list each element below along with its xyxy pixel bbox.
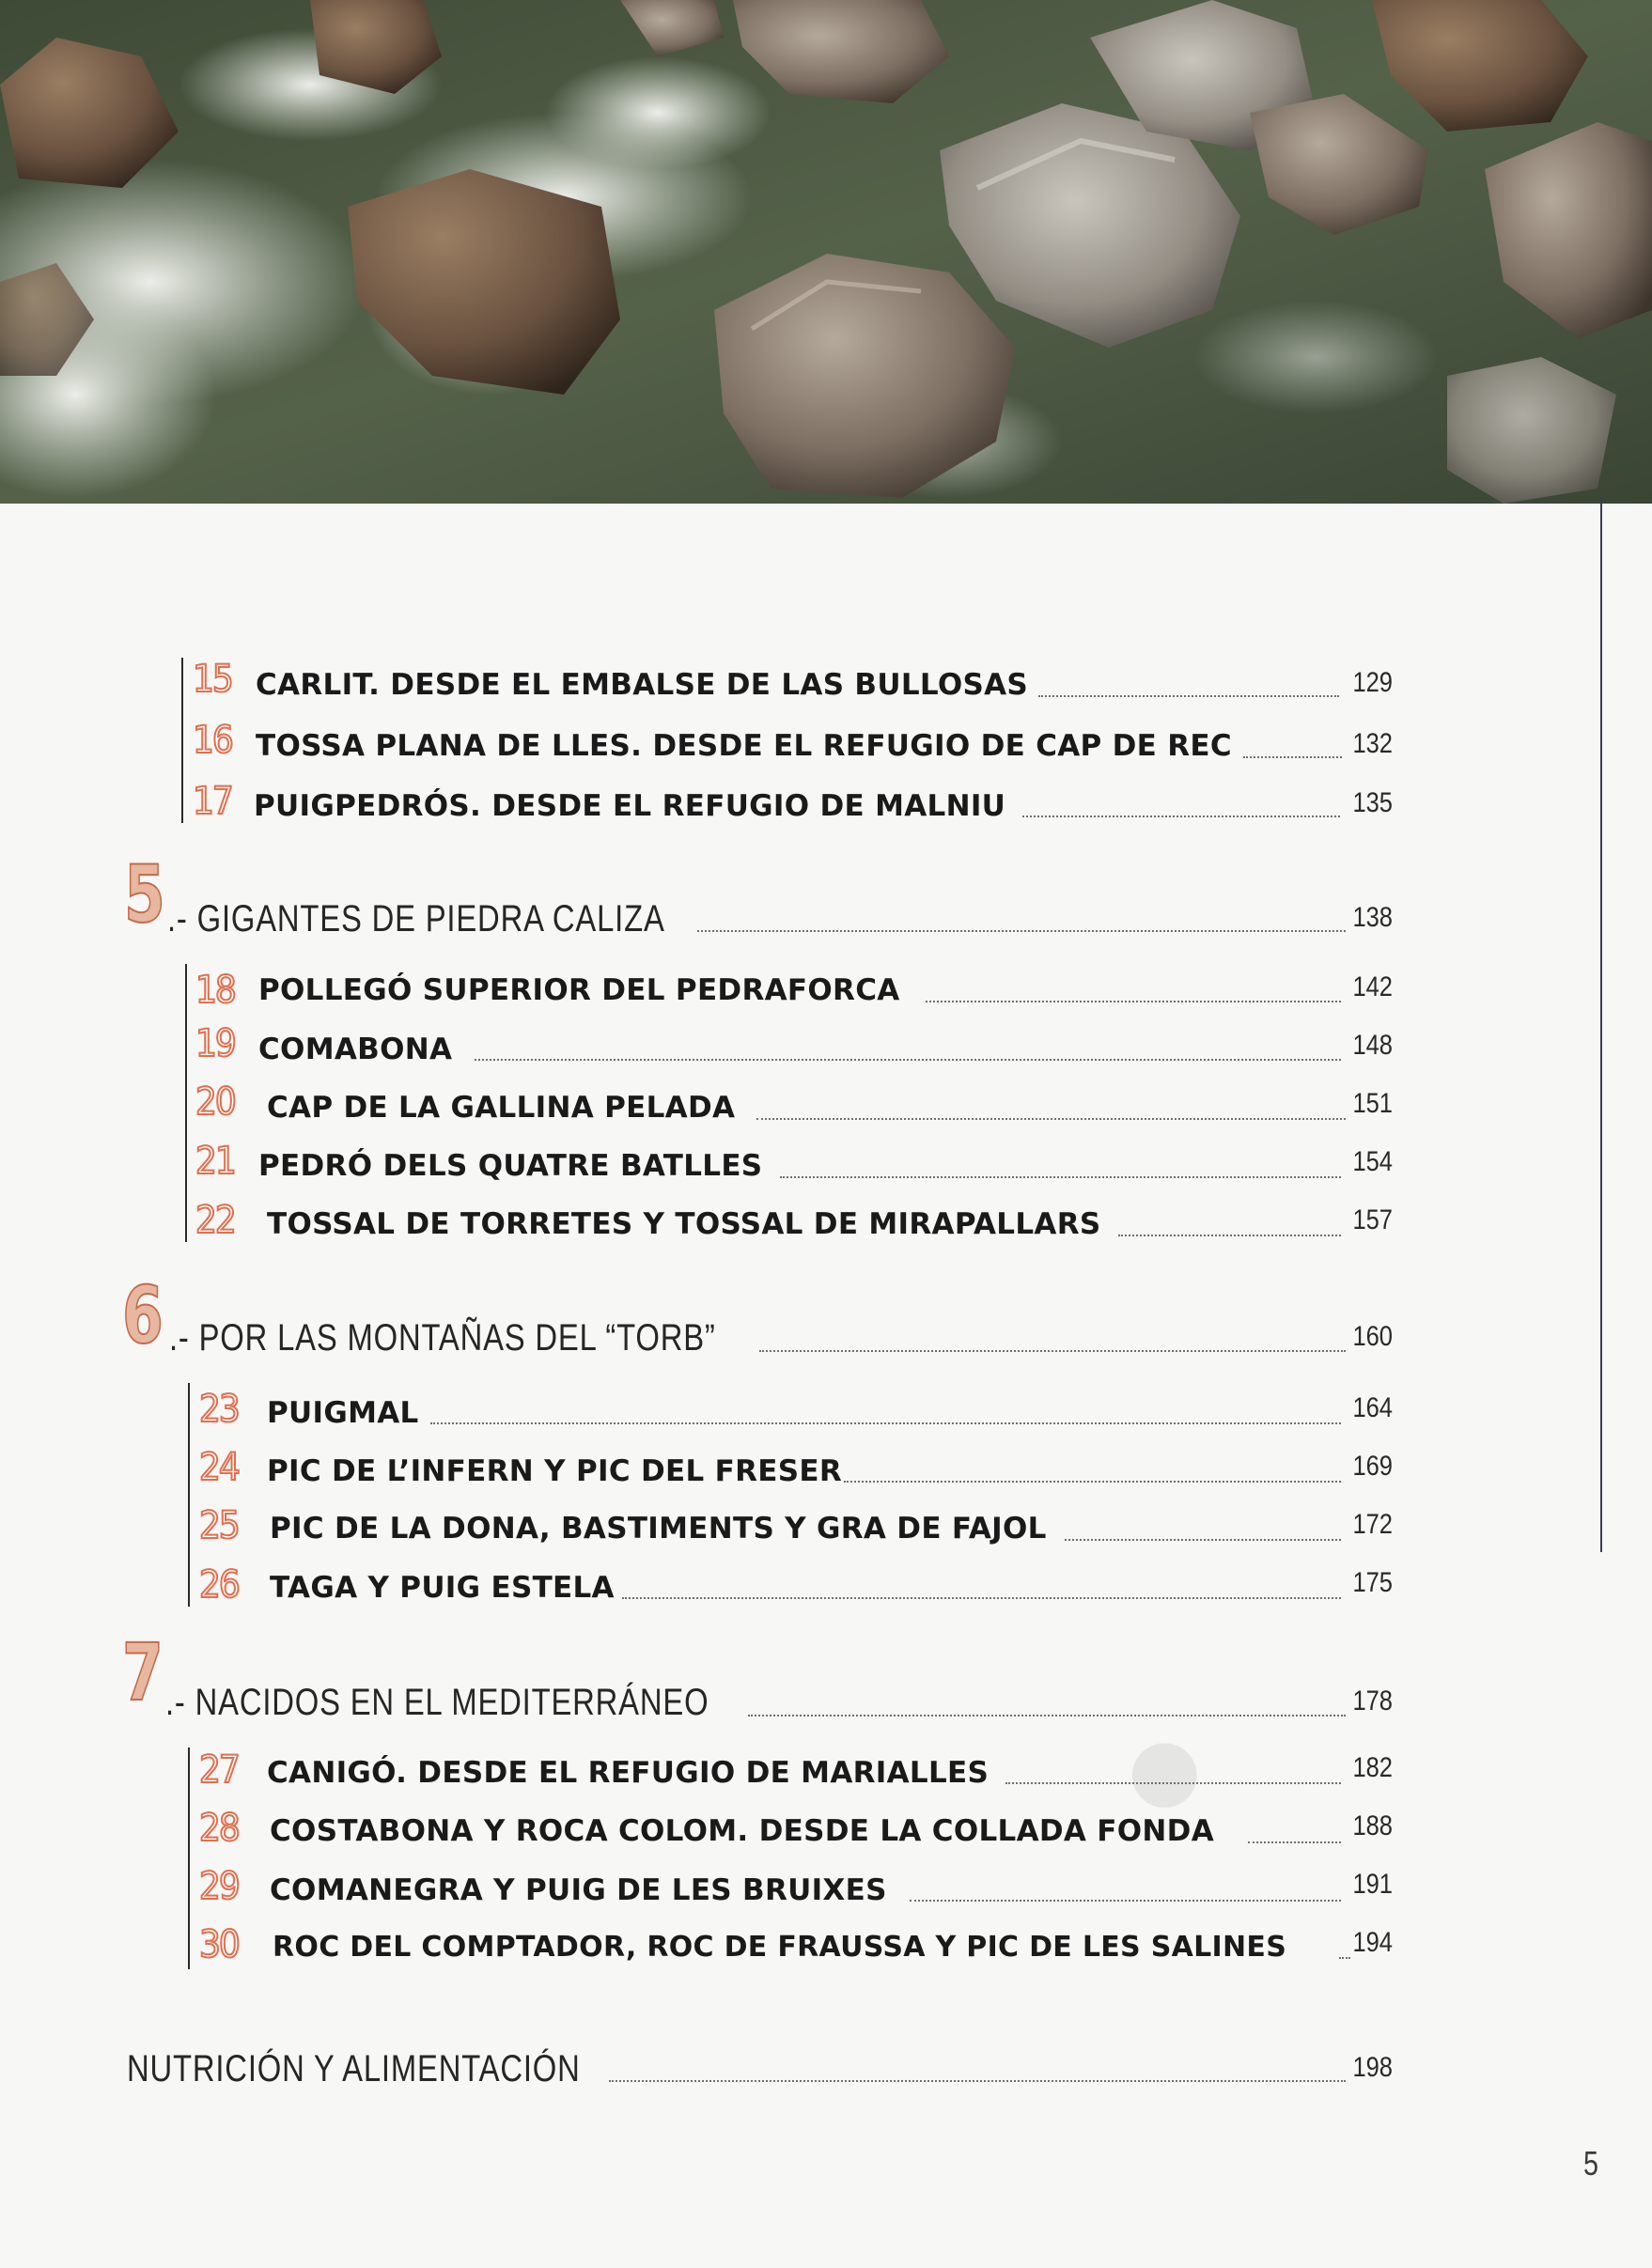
leader-dots (475, 1059, 1341, 1061)
route-title: TOSSA PLANA DE LLES. DESDE EL REFUGIO DE CAP DE REC (256, 729, 1232, 763)
route-title: ROC DEL COMPTADOR, ROC DE FRAUSSA Y PIC DE LES SALINES (273, 1931, 1287, 1964)
route-title: PIC DE LA DONA, BASTIMENTS Y GRA DE FAJOL (270, 1512, 1047, 1546)
page-ref: 182 (1352, 1752, 1393, 1783)
page-ref: 175 (1352, 1567, 1393, 1598)
page-ref: 188 (1352, 1810, 1393, 1841)
header-photo (0, 0, 1652, 504)
route-title: CANIGÓ. DESDE EL REFUGIO DE MARIALLES (267, 1756, 990, 1790)
page-ref: 138 (1352, 902, 1393, 933)
leader-dots (609, 2080, 1346, 2082)
chapter-title: .- POR LAS MONTAÑAS DEL “TORB” (169, 1317, 716, 1359)
leader-dots (697, 930, 1346, 932)
leader-dots (748, 1715, 1346, 1717)
page-ref: 132 (1352, 728, 1393, 759)
route-number: 29 (199, 1865, 239, 1908)
route-number: 30 (199, 1923, 239, 1966)
route-number: 22 (195, 1199, 235, 1242)
page-ref: 129 (1352, 667, 1393, 698)
route-number: 26 (199, 1563, 239, 1607)
right-margin-rule (1600, 498, 1602, 1552)
page-ref: 151 (1352, 1088, 1393, 1119)
route-number: 23 (199, 1388, 239, 1431)
leader-dots (1038, 695, 1339, 697)
route-title: CARLIT. DESDE EL EMBALSE DE LAS BULLOSAS (256, 668, 1029, 702)
route-number: 24 (199, 1446, 239, 1489)
page-ref: 135 (1352, 787, 1393, 818)
group-bar (181, 658, 183, 823)
chapter-title: .- NACIDOS EN EL MEDITERRÁNEO (165, 1682, 709, 1723)
route-title: CAP DE LA GALLINA PELADA (267, 1091, 736, 1125)
route-number: 16 (193, 719, 232, 762)
leader-dots (430, 1422, 1341, 1424)
leader-dots (1065, 1539, 1341, 1541)
route-title: TAGA Y PUIG ESTELA (270, 1571, 615, 1605)
leader-dots (1243, 756, 1342, 758)
leader-dots (780, 1176, 1341, 1178)
route-title: POLLEGÓ SUPERIOR DEL PEDRAFORCA (258, 973, 900, 1007)
page-ref: 142 (1352, 971, 1393, 1002)
page-number: 5 (1583, 2144, 1599, 2183)
page-ref: 194 (1352, 1927, 1393, 1958)
route-title: COMABONA (258, 1033, 453, 1066)
page-ref: 160 (1352, 1321, 1393, 1352)
route-title: PIC DE L’INFERN Y PIC DEL FRESER (267, 1454, 843, 1488)
leader-dots (926, 1001, 1341, 1002)
page-ref: 172 (1352, 1509, 1393, 1540)
leader-dots (910, 1900, 1341, 1902)
page-ref: 154 (1352, 1146, 1393, 1177)
route-number: 19 (195, 1022, 235, 1065)
leader-dots (1005, 1782, 1341, 1784)
page-ref: 169 (1352, 1451, 1393, 1482)
route-title: COMANEGRA Y PUIG DE LES BRUIXES (270, 1873, 887, 1907)
leader-dots (756, 1118, 1346, 1120)
page-ref: 164 (1352, 1392, 1393, 1423)
group-bar (188, 1383, 190, 1607)
route-number: 20 (195, 1080, 235, 1124)
chapter-title: .- GIGANTES DE PIEDRA CALIZA (167, 898, 665, 940)
route-number: 17 (193, 780, 232, 823)
route-number: 21 (195, 1140, 235, 1183)
route-title: PUIGPEDRÓS. DESDE EL REFUGIO DE MALNIU (254, 789, 1006, 823)
chapter-number: 5 (124, 848, 165, 940)
group-bar (185, 964, 187, 1242)
route-number: 18 (195, 969, 235, 1012)
route-number: 28 (199, 1807, 239, 1850)
route-title: PUIGMAL (267, 1396, 419, 1430)
page-ref: 178 (1352, 1685, 1393, 1717)
bleed-through-shadow: ● (1128, 1719, 1202, 1818)
section-title: NUTRICIÓN Y ALIMENTACIÓN (127, 2048, 581, 2089)
chapter-number: 7 (122, 1626, 164, 1718)
leader-dots (622, 1597, 1341, 1599)
leader-dots (759, 1350, 1346, 1352)
route-title: TOSSAL DE TORRETES Y TOSSAL DE MIRAPALLARS (267, 1207, 1101, 1241)
leader-dots (844, 1481, 1341, 1483)
route-number: 15 (193, 658, 232, 701)
page-ref: 148 (1352, 1030, 1393, 1061)
leader-dots (1022, 816, 1340, 817)
route-number: 27 (199, 1748, 239, 1792)
route-title: PEDRÓ DELS QUATRE BATLLES (258, 1149, 763, 1183)
chapter-number: 6 (122, 1269, 164, 1361)
page-ref: 157 (1352, 1204, 1393, 1235)
page-ref: 198 (1352, 2052, 1393, 2083)
route-title: COSTABONA Y ROCA COLOM. DESDE LA COLLADA FONDA (270, 1814, 1214, 1848)
page-ref: 191 (1352, 1869, 1393, 1900)
river-rocks-illustration (0, 0, 1652, 504)
leader-dots (1118, 1235, 1341, 1236)
group-bar (188, 1748, 190, 1969)
leader-dots (1248, 1841, 1341, 1843)
leader-dots (1339, 1957, 1350, 1959)
route-number: 25 (199, 1504, 239, 1547)
